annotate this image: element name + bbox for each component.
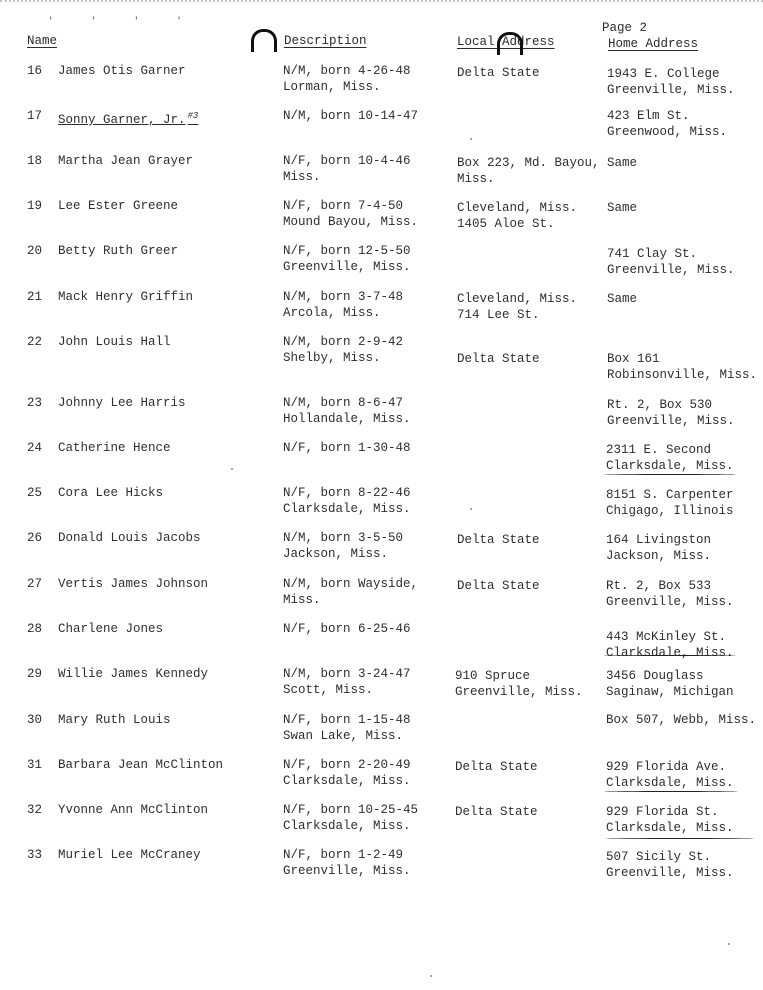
home-address-line: Box 507, Webb, Miss.: [606, 713, 757, 727]
local-address-line: Cleveland, Miss.: [457, 292, 578, 306]
description-line: N/F, born 1-15-48: [283, 713, 411, 727]
row-number: 19: [27, 199, 43, 213]
student-name: Catherine Hence: [58, 441, 171, 455]
student-name: John Louis Hall: [58, 335, 171, 349]
home-address-line: Jackson, Miss.: [606, 548, 712, 563]
row-number: 21: [27, 290, 43, 304]
home-address-line: Same: [607, 201, 638, 215]
description-line: Clarksdale, Miss.: [283, 773, 411, 788]
description-line: N/M, born 4-26-48: [283, 64, 411, 78]
student-name: Betty Ruth Greer: [58, 244, 179, 258]
description-line: Arcola, Miss.: [283, 305, 381, 320]
home-address-line: 741 Clay St.: [607, 247, 698, 261]
scan-speck: [728, 943, 730, 945]
description-line: N/M, born 2-9-42: [283, 335, 404, 349]
row-number: 24: [27, 441, 43, 455]
student-name: Sonny Garner, Jr. $^{\#3}$: [58, 111, 199, 128]
row-number: 17: [27, 109, 43, 123]
description-line: Miss.: [283, 592, 321, 607]
local-address-line: Delta State: [457, 352, 540, 366]
local-address-line: Delta State: [455, 760, 538, 774]
description-line: Clarksdale, Miss.: [283, 818, 411, 833]
description-line: N/M, born Wayside,: [283, 577, 419, 591]
local-address-line: Delta State: [457, 579, 540, 593]
student-name: Yvonne Ann McClinton: [58, 803, 209, 817]
description-line: N/F, born 8-22-46: [283, 486, 411, 500]
home-address-line: 8151 S. Carpenter: [606, 488, 734, 502]
description-line: N/M, born 3-5-50: [283, 531, 404, 545]
row-number: 30: [27, 713, 43, 727]
home-address-line: Greenwood, Miss.: [607, 124, 728, 139]
home-address-line: Box 161: [607, 352, 660, 366]
description-line: Mound Bayou, Miss.: [283, 214, 419, 229]
row-number: 25: [27, 486, 43, 500]
row-number: 29: [27, 667, 43, 681]
home-address-line: Greenville, Miss.: [606, 865, 734, 880]
row-number: 26: [27, 531, 43, 545]
home-address-line: 929 Florida Ave.: [606, 760, 727, 774]
page-number: Page 2: [602, 21, 648, 35]
home-address-line: 443 McKinley St.: [606, 630, 727, 644]
home-address-line: 507 Sicily St.: [606, 850, 712, 864]
description-line: N/F, born 12-5-50: [283, 244, 411, 258]
scan-speck: [430, 975, 432, 977]
row-number: 16: [27, 64, 43, 78]
description-line: N/F, born 7-4-50: [283, 199, 404, 213]
student-name: Muriel Lee McCraney: [58, 848, 201, 862]
handwritten-underline: [606, 838, 754, 839]
student-name: Mack Henry Griffin: [58, 290, 194, 304]
local-address-line: 1405 Aloe St.: [457, 216, 555, 231]
home-address-line: Clarksdale, Miss.: [606, 820, 734, 835]
perforation-edge: [0, 0, 763, 8]
row-number: 20: [27, 244, 43, 258]
home-address-line: Same: [607, 292, 638, 306]
home-address-line: 423 Elm St.: [607, 109, 690, 123]
description-line: Swan Lake, Miss.: [283, 728, 404, 743]
home-address-line: Rt. 2, Box 530: [607, 398, 713, 412]
description-line: Greenville, Miss.: [283, 259, 411, 274]
student-name: Willie James Kennedy: [58, 667, 209, 681]
hole-punch-mark: [251, 29, 277, 52]
hole-punch-mark-2: [497, 32, 523, 55]
home-address-line: Greenville, Miss.: [607, 413, 735, 428]
row-number: 31: [27, 758, 43, 772]
home-address-line: 1943 E. College: [607, 67, 720, 81]
description-line: N/M, born 3-7-48: [283, 290, 404, 304]
handwritten-note: #3: [187, 111, 199, 121]
home-address-line: Chigago, Illinois: [606, 503, 734, 518]
student-name: James Otis Garner: [58, 64, 186, 78]
description-line: Lorman, Miss.: [283, 79, 381, 94]
description-line: Miss.: [283, 169, 321, 184]
header-local-address: Local Address: [457, 35, 555, 49]
student-name: Lee Ester Greene: [58, 199, 179, 213]
description-line: N/F, born 1-30-48: [283, 441, 411, 455]
description-line: Hollandale, Miss.: [283, 411, 411, 426]
scan-speck: [231, 468, 233, 470]
home-address-line: Rt. 2, Box 533: [606, 579, 712, 593]
student-name: Charlene Jones: [58, 622, 164, 636]
description-line: Jackson, Miss.: [283, 546, 389, 561]
scan-speck: [470, 138, 472, 140]
description-line: Clarksdale, Miss.: [283, 501, 411, 516]
header-description: Description: [284, 34, 367, 48]
local-address-line: Miss.: [457, 171, 495, 186]
description-line: N/F, born 10-25-45: [283, 803, 419, 817]
student-name: Johnny Lee Harris: [58, 396, 186, 410]
student-name: Mary Ruth Louis: [58, 713, 171, 727]
row-number: 23: [27, 396, 43, 410]
local-address-line: 910 Spruce: [455, 669, 531, 683]
local-address-line: Delta State: [455, 805, 538, 819]
local-address-line: Cleveland, Miss.: [457, 201, 578, 215]
home-address-line: Clarksdale, Miss.: [606, 775, 734, 790]
local-address-line: Delta State: [457, 533, 540, 547]
home-address-line: 3456 Douglass: [606, 669, 704, 683]
description-line: N/M, born 10-14-47: [283, 109, 419, 123]
student-name: Barbara Jean McClinton: [58, 758, 224, 772]
home-address-line: Same: [607, 156, 638, 170]
home-address-line: Greenville, Miss.: [607, 262, 735, 277]
row-number: 27: [27, 577, 43, 591]
handwritten-underline: [604, 655, 736, 656]
row-number: 33: [27, 848, 43, 862]
row-number: 32: [27, 803, 43, 817]
row-number: 28: [27, 622, 43, 636]
student-name: Vertis James Johnson: [58, 577, 209, 591]
student-name: Cora Lee Hicks: [58, 486, 164, 500]
home-address-line: 164 Livingston: [606, 533, 712, 547]
header-home-address: Home Address: [608, 37, 699, 51]
description-line: N/F, born 2-20-49: [283, 758, 411, 772]
row-number: 22: [27, 335, 43, 349]
home-address-line: Greenville, Miss.: [606, 594, 734, 609]
description-line: N/M, born 8-6-47: [283, 396, 404, 410]
home-address-line: Robinsonville, Miss.: [607, 367, 758, 382]
handwritten-underline: [604, 474, 736, 475]
description-line: N/M, born 3-24-47: [283, 667, 411, 681]
handwritten-underline: [604, 791, 738, 792]
header-name: Name: [27, 34, 58, 48]
description-line: Scott, Miss.: [283, 682, 374, 697]
student-name: Martha Jean Grayer: [58, 154, 194, 168]
description-line: N/F, born 6-25-46: [283, 622, 411, 636]
home-address-line: Saginaw, Michigan: [606, 684, 734, 699]
local-address-line: Box 223, Md. Bayou,: [457, 156, 600, 170]
local-address-line: 714 Lee St.: [457, 307, 540, 322]
home-address-line: Clarksdale, Miss.: [606, 645, 734, 660]
description-line: N/F, born 10-4-46: [283, 154, 411, 168]
description-line: Shelby, Miss.: [283, 350, 381, 365]
local-address-line: Greenville, Miss.: [455, 684, 583, 699]
home-address-line: 2311 E. Second: [606, 443, 712, 457]
description-line: N/F, born 1-2-49: [283, 848, 404, 862]
student-name: Donald Louis Jacobs: [58, 531, 201, 545]
scan-speck: [470, 508, 472, 510]
description-line: Greenville, Miss.: [283, 863, 411, 878]
home-address-line: Clarksdale, Miss.: [606, 458, 734, 473]
row-number: 18: [27, 154, 43, 168]
local-address-line: Delta State: [457, 66, 540, 80]
home-address-line: Greenville, Miss.: [607, 82, 735, 97]
typewriter-marks: ' ' ' ': [48, 16, 198, 26]
home-address-line: 929 Florida St.: [606, 805, 719, 819]
